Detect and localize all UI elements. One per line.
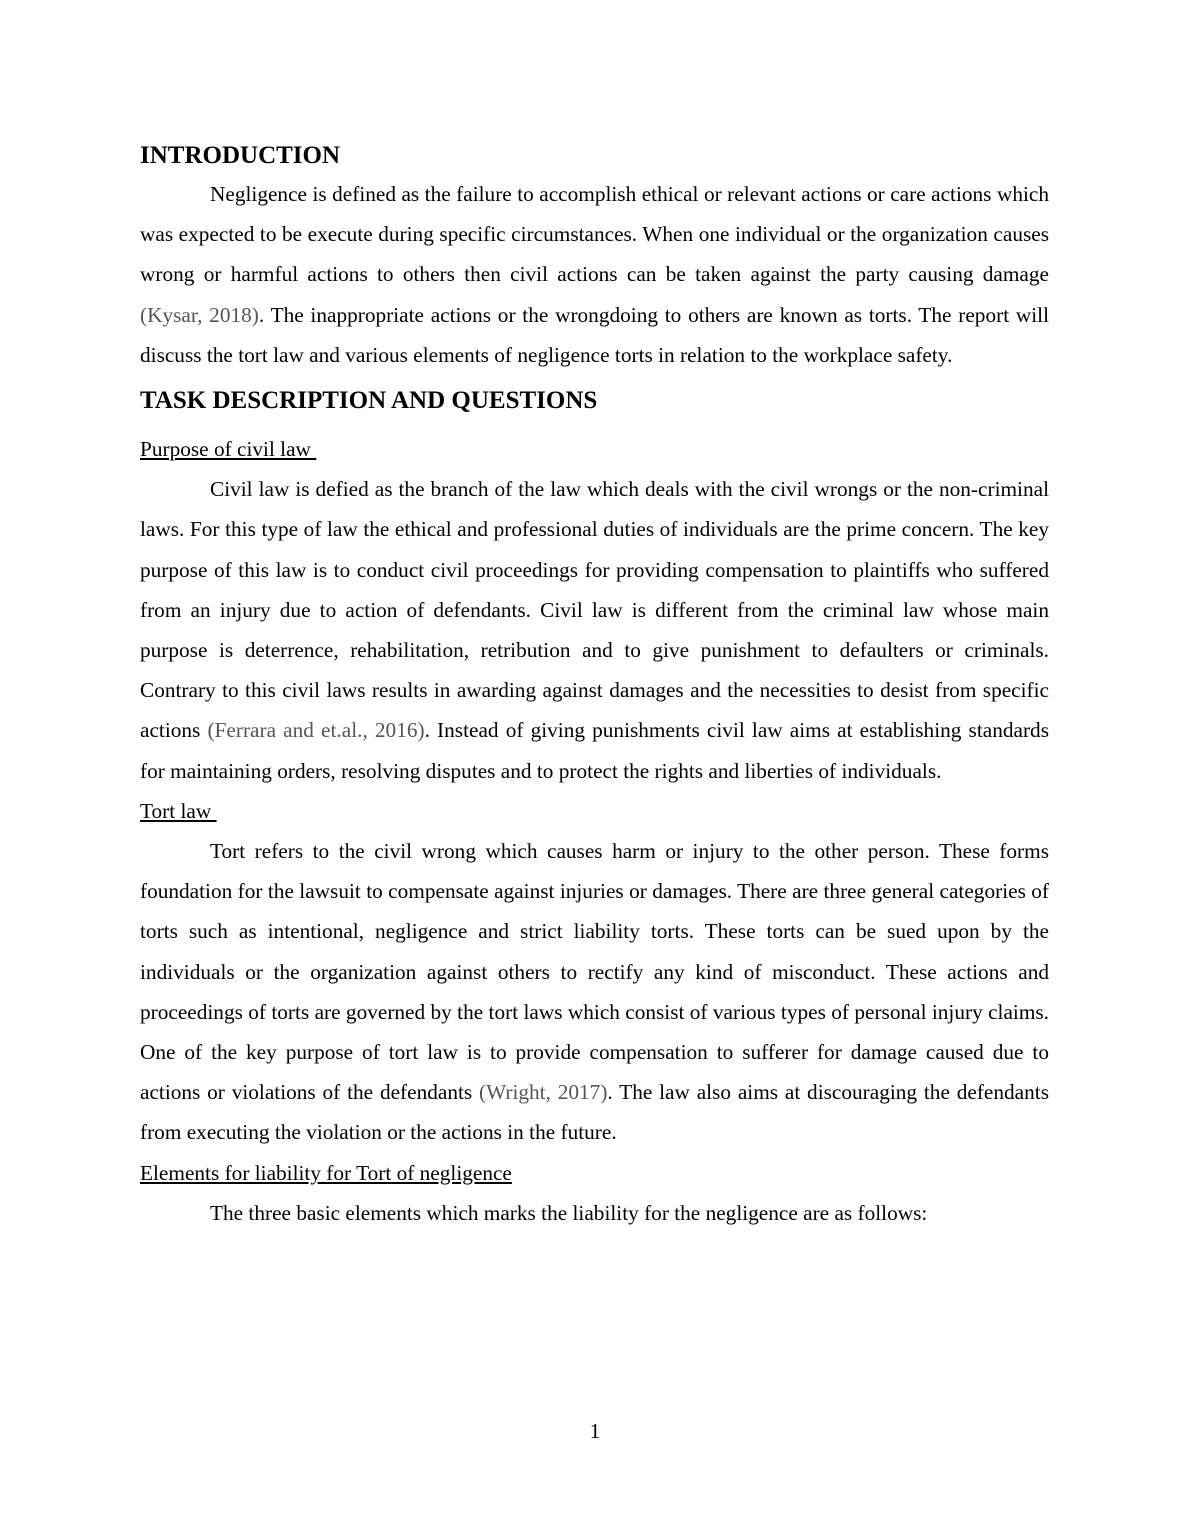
elements-paragraph: The three basic elements which marks the liability for the negligence are as follows: bbox=[210, 1200, 928, 1225]
tort-text-1: Tort refers to the civil wrong which causes harm or injury to the other person. These forms foundation for the lawsuit to compensate against injuries or damages. There are three general categories of torts such as intentional, negligence and strict liability torts. These torts can be sued upon by the individuals or the organization against others to rectify any kind of misconduct. These actions and proceedings of torts are governed by the tort laws which consist of various types of personal injury claims. One of the key purpose of tort law is to provide compensation to sufferer for damage caused due to actions or violations of the defendants bbox=[140, 839, 1049, 1105]
citation-kysar: (Kysar, 2018) bbox=[140, 302, 259, 327]
purpose-text-2: . Instead of giving punishments civil law aims at establishing standards for maintaining orders, resolving disputes and to protect the rights and liberties of individuals. bbox=[140, 718, 1049, 783]
introduction-paragraph bbox=[140, 174, 1049, 375]
tort-subheading: Tort law bbox=[140, 798, 217, 823]
intro-text-1: Negligence is defined as the failure to accomplish ethical or relevant actions or care actions which was expected to be execute during specific circumstances. When one individual or the organization causes wrong or harmful actions to others then civil actions can be taken against the party causing damage bbox=[140, 182, 1049, 287]
purpose-paragraph bbox=[140, 469, 1049, 791]
citation-ferrara: (Ferrara and et.al., 2016) bbox=[207, 718, 425, 743]
tort-paragraph bbox=[140, 831, 1049, 1153]
citation-wright: (Wright, 2017) bbox=[479, 1080, 608, 1105]
tort-text-2: . The law also aims at discouraging the defendants from executing the violation or the actions in the future. bbox=[140, 1080, 1049, 1145]
intro-text-2: . The inappropriate actions or the wrongdoing to others are known as torts. The report will discuss the tort law and various elements of negligence torts in relation to the workplace safety. bbox=[140, 302, 1049, 367]
introduction-heading: INTRODUCTION bbox=[140, 142, 341, 169]
task-heading: TASK DESCRIPTION AND QUESTIONS bbox=[140, 387, 598, 415]
elements-subheading: Elements for liability for Tort of negligence bbox=[140, 1160, 512, 1185]
purpose-subheading: Purpose of civil law bbox=[140, 437, 317, 462]
purpose-text-1: Civil law is defied as the branch of the law which deals with the civil wrongs or the non-criminal laws. For this type of law the ethical and professional duties of individuals are the prime concern. The key purpose of this law is to conduct civil proceedings for providing compensation to plaintiffs who suffered from an injury due to action of defendants. Civil law is different from the criminal law whose main purpose is deterrence, rehabilitation, retribution and to give punishment to defaulters or criminals. Contrary to this civil laws results in awarding against damages and the necessities to desist from specific actions bbox=[140, 477, 1049, 743]
page-number: 1 bbox=[589, 1419, 601, 1443]
document-page bbox=[140, 138, 1049, 1233]
